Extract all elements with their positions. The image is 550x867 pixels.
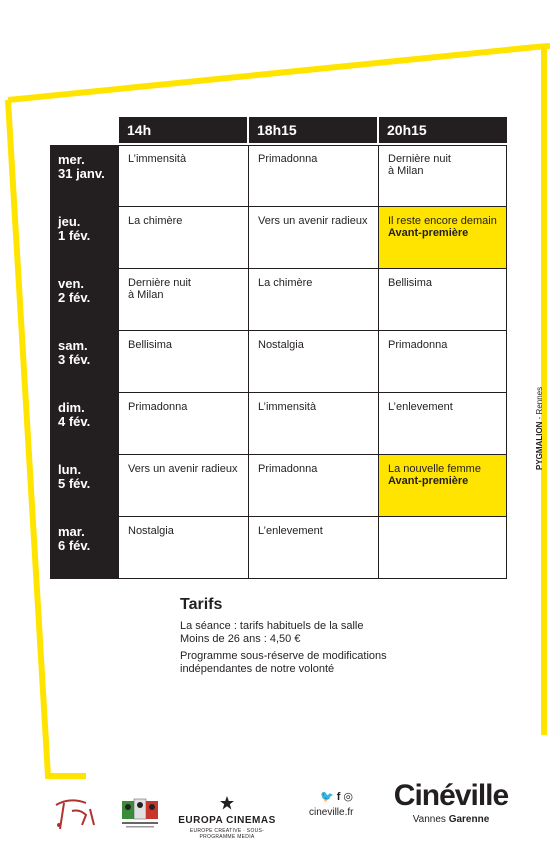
film-title: L’immensità xyxy=(258,401,317,413)
schedule-row xyxy=(50,517,507,579)
film-title: Nostalgia xyxy=(128,525,174,537)
tarifs-section xyxy=(180,596,440,676)
film-title: La chimère xyxy=(128,215,183,227)
row-divider xyxy=(119,578,507,579)
film-title: L’enlevement xyxy=(388,401,453,413)
film-title: Bellisima xyxy=(128,339,173,351)
film-title: Vers un avenir radieux xyxy=(258,215,368,227)
europa-star-icon xyxy=(220,796,234,810)
film-title: Dernière nuit xyxy=(388,153,451,165)
avant-premiere-label: Avant-première xyxy=(388,475,469,487)
schedule-row xyxy=(50,269,507,331)
screening-cell xyxy=(249,455,379,517)
day-label: dim. 4 fév. xyxy=(50,393,119,455)
film-title: Il reste encore demain xyxy=(388,215,497,227)
film-title: à Milan xyxy=(128,289,164,301)
film-title: L’enlevement xyxy=(258,525,323,537)
schedule-row xyxy=(50,207,507,269)
film-title: à Milan xyxy=(388,165,424,177)
screening-cell xyxy=(249,207,379,269)
film-title: La chimère xyxy=(258,277,313,289)
tarifs-line: La séance : tarifs habituels de la salle xyxy=(180,620,364,632)
column-divider xyxy=(506,145,507,579)
screening-cell xyxy=(249,393,379,455)
film-title: Nostalgia xyxy=(258,339,304,351)
film-title: La nouvelle femme xyxy=(388,463,481,475)
column-header-20h15: 20h15 xyxy=(379,117,507,143)
screening-cell xyxy=(379,145,507,207)
day-label: jeu. 1 fév. xyxy=(50,207,119,269)
row-divider xyxy=(119,145,507,146)
day-label: ven. 2 fév. xyxy=(50,269,119,331)
screening-cell xyxy=(249,517,379,579)
column-divider xyxy=(378,145,379,579)
tarifs-line: Moins de 26 ans : 4,50 € xyxy=(180,633,301,645)
day-label: mer. 31 janv. xyxy=(50,145,119,207)
screening-cell xyxy=(379,331,507,393)
teatro-logo xyxy=(50,795,105,835)
column-header-18h15: 18h15 xyxy=(249,117,377,143)
tarifs-note: Programme sous-réserve de modifications xyxy=(180,650,387,662)
schedule-row xyxy=(50,393,507,455)
screening-cell xyxy=(119,207,249,269)
film-title: L’immensità xyxy=(128,153,187,165)
screening-cell xyxy=(249,269,379,331)
screening-cell xyxy=(249,145,379,207)
film-title: Primadonna xyxy=(258,153,318,165)
film-title: Primadonna xyxy=(258,463,318,475)
avant-premiere-cell xyxy=(379,455,507,517)
day-label: lun. 5 fév. xyxy=(50,455,119,517)
film-title: Primadonna xyxy=(128,401,188,413)
screening-cell xyxy=(379,393,507,455)
tarifs-note: indépendantes de notre volonté xyxy=(180,663,335,675)
screening-cell xyxy=(119,517,249,579)
column-header-14h: 14h xyxy=(119,117,247,143)
association-logo xyxy=(118,795,163,837)
screening-cell xyxy=(119,269,249,331)
schedule-row xyxy=(50,455,507,517)
tarifs-title: Tarifs xyxy=(180,596,223,613)
screening-cell xyxy=(379,269,507,331)
cineville-logo xyxy=(376,780,526,825)
twitter-icon[interactable]: 🐦 xyxy=(320,791,337,803)
social-links xyxy=(320,790,356,803)
website-link[interactable]: cineville.fr xyxy=(309,807,354,818)
schedule-row xyxy=(50,145,507,207)
film-title: Vers un avenir radieux xyxy=(128,463,238,475)
column-divider xyxy=(248,145,249,579)
europa-cinemas-logo: EUROPA CINEMAS EUROPE CREATIVE · SOUS-PROGRAMME MEDIA xyxy=(173,796,281,840)
film-title: Bellisima xyxy=(388,277,433,289)
design-credit: PYGMALION - Rennes xyxy=(535,386,544,470)
screening-cell xyxy=(119,393,249,455)
facebook-icon[interactable]: f xyxy=(336,791,344,803)
screening-cell xyxy=(379,517,507,579)
avant-premiere-label: Avant-première xyxy=(388,227,469,239)
film-title: Dernière nuit xyxy=(128,277,191,289)
screening-cell xyxy=(249,331,379,393)
day-label: sam. 3 fév. xyxy=(50,331,119,393)
instagram-icon[interactable]: ◎ xyxy=(343,791,356,803)
brand-name: Cinéville xyxy=(393,779,509,812)
screening-cell xyxy=(119,145,249,207)
brand-subtitle: Vannes Garenne xyxy=(412,814,490,825)
screening-cell xyxy=(119,331,249,393)
film-title: Primadonna xyxy=(388,339,448,351)
avant-premiere-cell xyxy=(379,207,507,269)
day-label: mar. 6 fév. xyxy=(50,517,119,579)
screening-cell xyxy=(119,455,249,517)
schedule-row xyxy=(50,331,507,393)
